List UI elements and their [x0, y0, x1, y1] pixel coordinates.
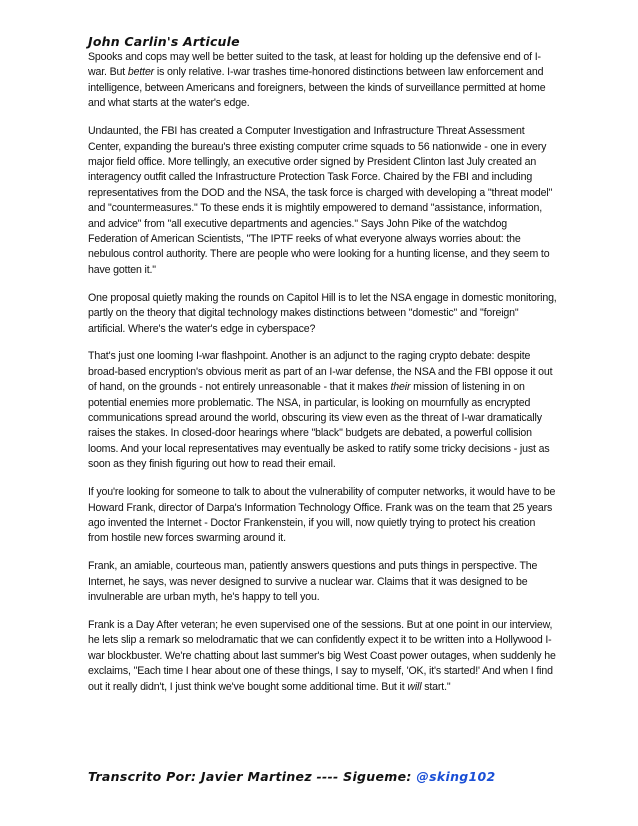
- paragraph-2: Undaunted, the FBI has created a Computer Investigation and Infrastructure Threat Assessment Center, expanding the bureau's three existing computer crime squads to 56 nationwide - one in every major field office. More tellingly, an executive order signed by President Clinton last July created an interagency outfit called the Infrastructure Protection Task Force. Chaired by the FBI and including representatives from the DOD and the NSA, the task force is charged with developing a "threat model" and "countermeasures." To these ends it is mightily empowered to demand "assistance, information, and advice" from "all executive departments and agencies." Says John Pike of the watchdog Federation of American Scientists, "The IPTF reeks of what everyone always worries about: the nebulous control authority. There are people who were looking for a hunting license, and they seem to have gotten it.": [88, 125, 553, 276]
- paragraph-7: Frank is a Day After veteran; he even supervised one of the sessions. But at one point in our interview, he lets slip a remark so melodramatic that we can confidently expect it to be written into a Hollywood I-war blockbuster. We're chatting about last summer's big West Coast power outages, when suddenly he exclaims, "Each time I hear about one of these things, I say to myself, 'OK, it's started!' And when I find out it really didn't, I just think we've bought some additional time. But it will start.": [88, 619, 556, 693]
- twitter-handle-link[interactable]: @sking102: [416, 769, 496, 784]
- credit-label: Transcrito Por: Javier Martinez ---- Sigueme:: [88, 769, 417, 784]
- paragraph-3: One proposal quietly making the rounds on Capitol Hill is to let the NSA engage in domestic monitoring, partly on the theory that digital technology makes distinctions between "domestic" and "foreign" artificial. Where's the water's edge in cyberspace?: [88, 291, 557, 335]
- paragraph-4: That's just one looming I-war flashpoint. Another is an adjunct to the raging crypto debate: despite broad-based encryption's obvious merit as part of an I-war defense, the NSA and the FBI oppose it out of hand, on the grounds - not entirely unreasonable - that it makes their mission of listening in on potential enemies more problematic. The NSA, in particular, is looking on mournfully as encrypted communications spread around the world, obscuring its view even as the threat of I-war dramatically raises the stakes. In closed-door hearings where "black" budgets are debated, a powerful collision looms. And your local representatives may eventually be asked to ratify some tricky decisions - just as soon as they finish figuring out how to read their email.: [88, 350, 553, 471]
- page-title: John Carlin's Articule: [88, 34, 240, 49]
- article-body: [88, 50, 558, 708]
- paragraph-5: If you're looking for someone to talk to about the vulnerability of computer networks, it would have to be Howard Frank, director of Darpa's Information Technology Office. Frank was on the team that 25 years ago invented the Internet - Doctor Frankenstein, if you will, now quietly trying to protect his creation from hostile new forces swarming around it.: [88, 486, 556, 545]
- transcriber-credit: [88, 769, 496, 784]
- paragraph-6: Frank, an amiable, courteous man, patiently answers questions and puts things in perspective. The Internet, he says, was never designed to survive a nuclear war. Claims that it was designed to be invulnerable are urban myth, he's happy to tell you.: [88, 560, 538, 604]
- paragraph-1: Spooks and cops may well be better suited to the task, at least for holding up the defensive end of I-war. But better is only relative. I-war trashes time-honored distinctions between law enforcement and intelligence, between Americans and foreigners, between the kinds of surveillance permitted at home and what starts at the water's edge.: [88, 51, 546, 110]
